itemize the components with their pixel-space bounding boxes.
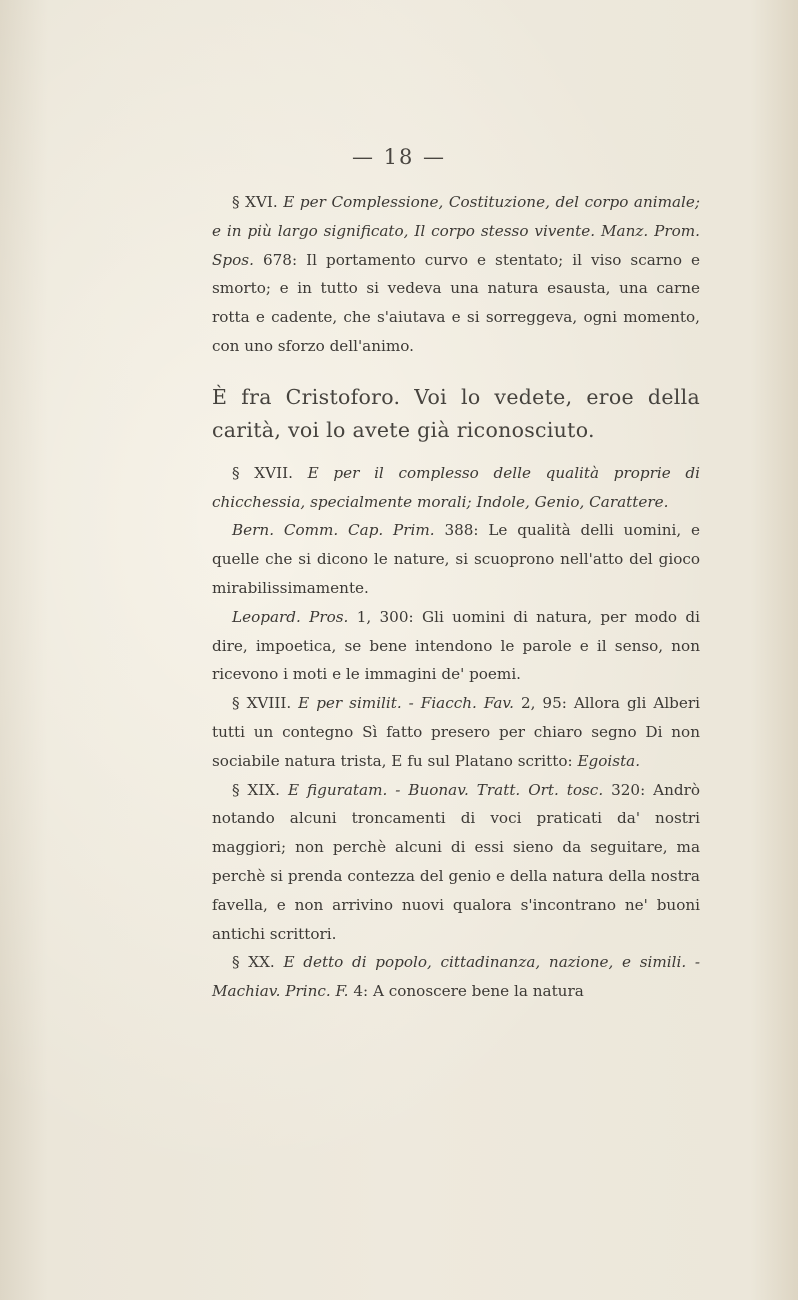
definition-text: E per il complesso delle qualità proprie di chicchessia, specialmente morali; Indole, Genio, Carattere. [212, 463, 701, 511]
paragraph-leopard [212, 603, 700, 689]
citation: E figuratam. - Buonav. Tratt. Ort. tosc. [287, 780, 604, 799]
definition-text: E detto di popolo, cittadinanza, nazione, e simili. - Machiav. Princ. F. [212, 953, 701, 1001]
quotation-text: 388: Le qualità delli uomini, e quelle che si dicono le nature, si scuoprono nell'atto del gioco mirabilissimamente. [212, 521, 701, 597]
paragraph-xix [212, 776, 700, 949]
text-block [212, 188, 700, 1006]
quotation-text: 678: Il portamento curvo e stentato; il viso scarno e smorto; e in tutto si vedeva una natura esausta, una carne rotta e cadente, che s'aiutava e si sorreggeva, ogni momento, con uno sforzo dell'animo. [212, 250, 700, 355]
paragraph-xviii [212, 689, 700, 775]
quotation-end: Egoista. [577, 751, 641, 770]
paragraph-bern [212, 516, 700, 602]
paragraph-xx [212, 948, 700, 1006]
quotation-text: 320: Andrò notando alcuni troncamenti di voci praticati da' nostri maggiori; non perchè alcuni di essi sieno da seguitare, ma perchè si prenda contezza del genio e della natura della nostra favella, e non arrivino nuovi qualora s'incontrano ne' buoni antichi scrittori. [212, 780, 701, 943]
section-mark: § XVI. [232, 193, 278, 211]
page-number: — 18 — [351, 145, 447, 169]
paragraph-xvii [212, 459, 700, 517]
section-mark: § XX. [232, 953, 275, 972]
citation: Leopard. Pros. [232, 607, 349, 626]
section-mark: § XIX. [232, 780, 280, 799]
quotation-text: 1, 300: Gli uomini di natura, per modo di dire, impoetica, se bene intendono le parole e il senso, non ricevono i moti e le immagini de' poemi. [212, 607, 700, 684]
paragraph-xvi [212, 188, 700, 361]
citation: Manz. Prom. Spos. [212, 221, 700, 269]
citation: E per similit. - Fiacch. Fav. [298, 694, 514, 713]
citation: Bern. Comm. Cap. Prim. [232, 521, 435, 540]
large-quotation: È fra Cristoforo. Voi lo vedete, eroe della carità, voi lo avete già riconosciuto. [212, 384, 700, 442]
quotation-text: 4: A conoscere bene la natura [353, 982, 584, 1001]
quotation-text: 2, 95: Allora gli Alberi tutti un contegno Sì fatto presero per chiaro segno Di non sociabile natura trista, E fu sul Platano scritto: [212, 694, 701, 770]
section-mark: § XVII. [232, 463, 293, 482]
section-mark: § XVIII. [232, 694, 292, 713]
definition-text: E per Complessione, Costituzione, del corpo animale; e in più largo significato, Il corpo stesso vivente. [212, 193, 700, 240]
